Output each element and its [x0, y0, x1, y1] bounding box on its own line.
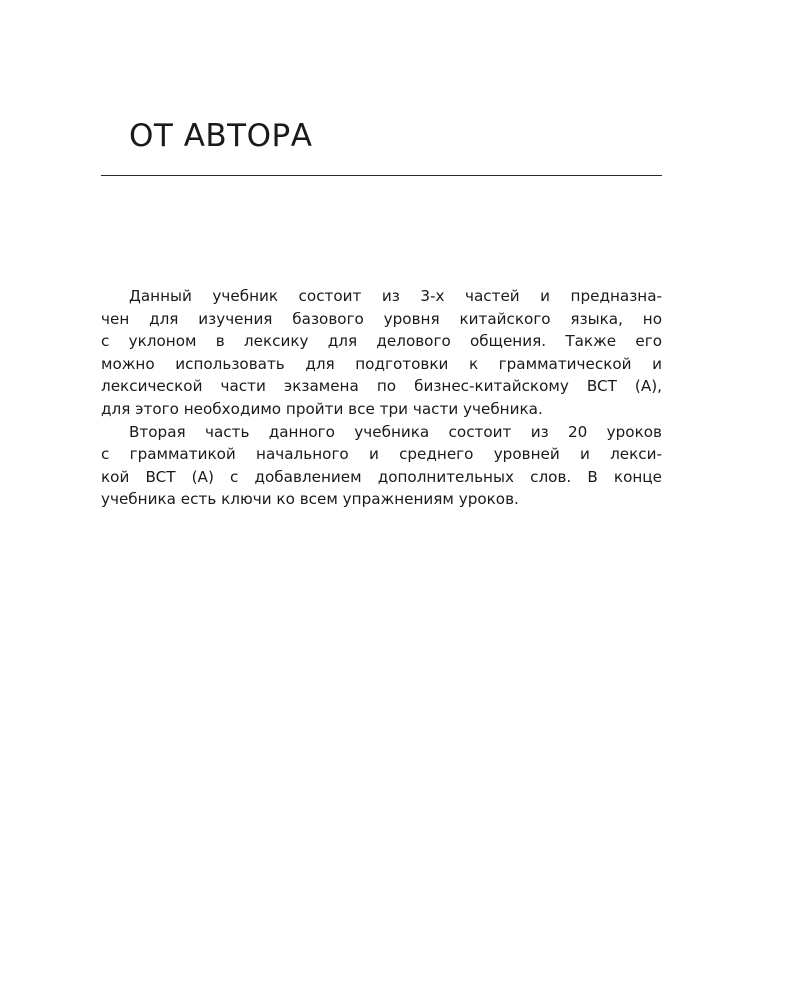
text-line: с уклоном в лексику для делового общения. Также его	[101, 332, 662, 351]
text-line: чен для изучения базового уровня китайского языка, но	[101, 309, 662, 328]
body-text	[101, 285, 662, 511]
text-line: лексической части экзамена по бизнес-китайскому BCT (A),	[101, 377, 662, 396]
paragraph-1	[101, 285, 662, 421]
text-line: можно использовать для подготовки к грамматической и	[101, 354, 662, 373]
text-line: Вторая часть данного учебника состоит из 20 уроков	[129, 422, 662, 441]
page-title: ОТ АВТОРА	[129, 118, 313, 154]
text-line: Данный учебник состоит из 3-х частей и предназна-	[129, 287, 662, 305]
text-line: кой BCT (A) с добавлением дополнительных слов. В конце	[101, 467, 662, 486]
text-line: для этого необходимо пройти все три части учебника.	[101, 399, 543, 418]
title-divider	[101, 175, 662, 176]
paragraph-2	[101, 421, 662, 511]
text-line: с грамматикой начального и среднего уровней и лекси-	[101, 445, 662, 464]
text-line: учебника есть ключи ко всем упражнениям уроков.	[101, 490, 519, 509]
